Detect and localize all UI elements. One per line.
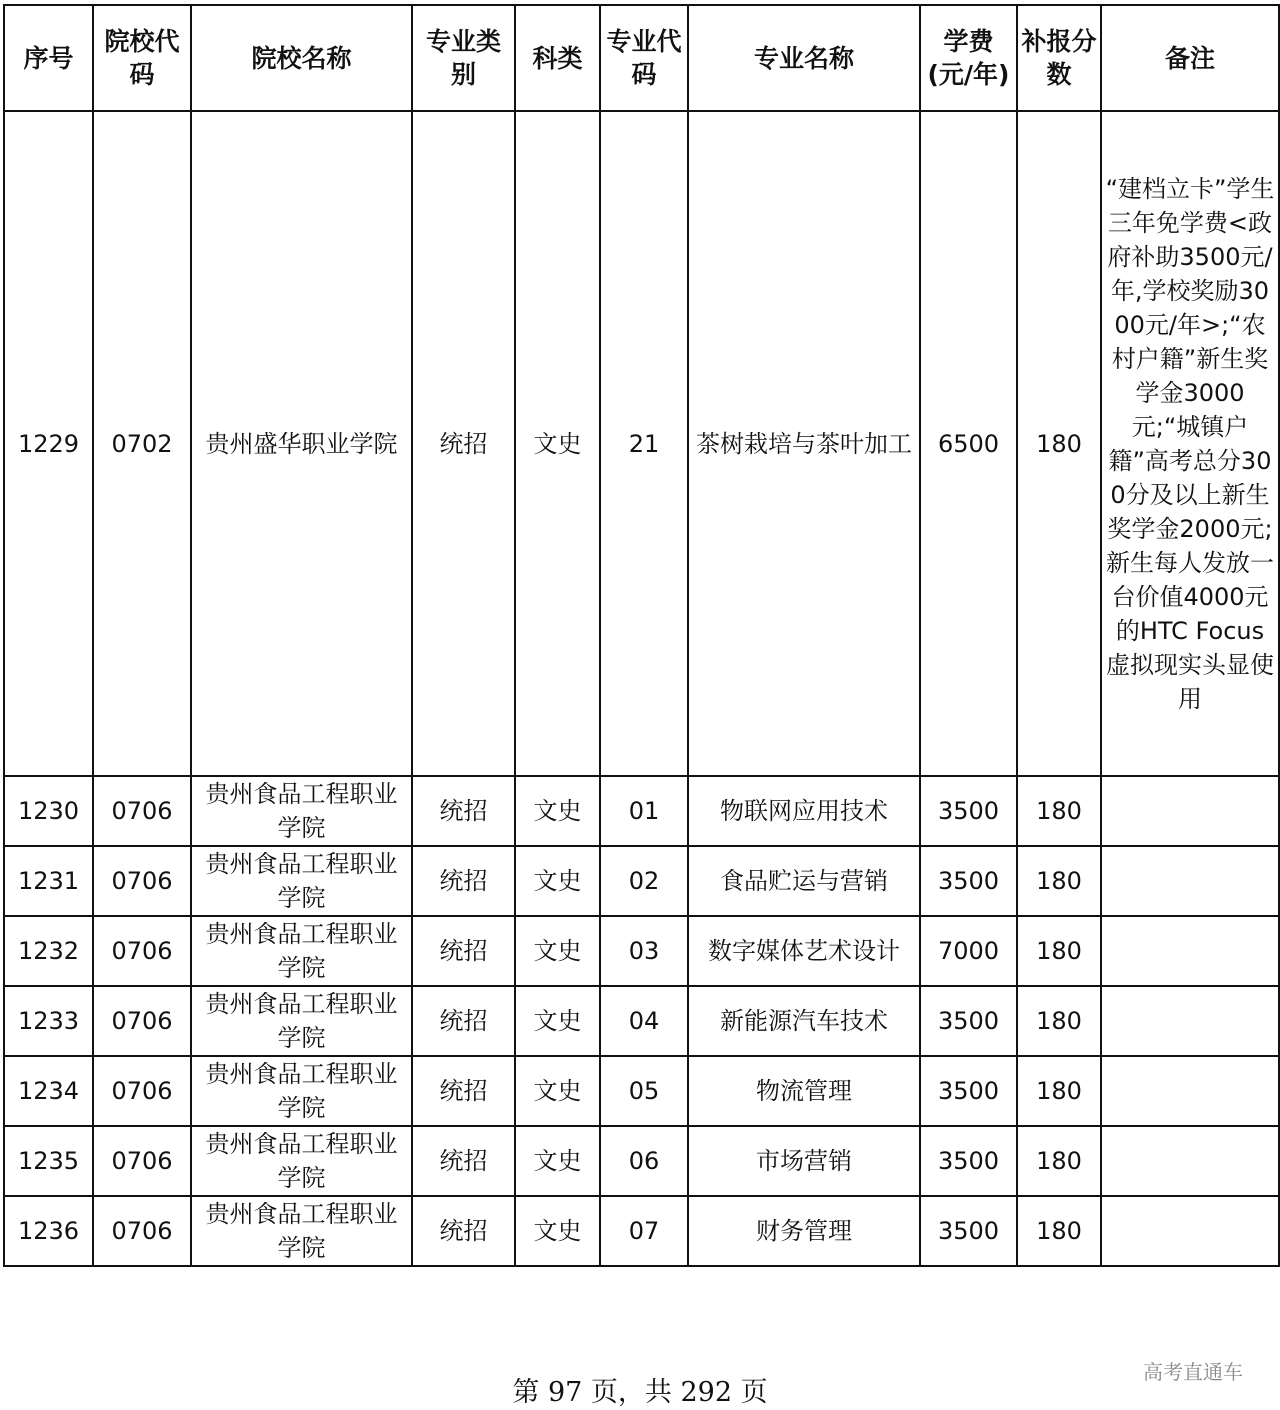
- admission-table: [3, 4, 1280, 1267]
- cell-seq: 1232: [4, 916, 93, 986]
- cell-major-name: 财务管理: [688, 1196, 920, 1266]
- cell-score: 180: [1017, 1196, 1101, 1266]
- cell-major-code: 04: [600, 986, 688, 1056]
- cell-note: [1101, 776, 1279, 846]
- header-cell: 学费(元/年): [920, 5, 1017, 111]
- cell-school-name: 贵州食品工程职业学院: [191, 1126, 412, 1196]
- cell-seq: 1234: [4, 1056, 93, 1126]
- page-number-footer: 第 97 页，共 292 页: [512, 1377, 768, 1408]
- cell-school-name: 贵州食品工程职业学院: [191, 1056, 412, 1126]
- cell-tuition: 3500: [920, 846, 1017, 916]
- cell-note: [1101, 1126, 1279, 1196]
- cell-note: [1101, 846, 1279, 916]
- cell-category: 统招: [412, 846, 515, 916]
- cell-school-name: 贵州食品工程职业学院: [191, 916, 412, 986]
- cell-note: [1101, 1056, 1279, 1126]
- cell-subject: 文史: [515, 111, 600, 776]
- table-row: [4, 1126, 1279, 1196]
- cell-seq: 1229: [4, 111, 93, 776]
- cell-major-code: 02: [600, 846, 688, 916]
- cell-major-code: 21: [600, 111, 688, 776]
- table-row: [4, 1196, 1279, 1266]
- table-row: [4, 916, 1279, 986]
- cell-note: [1101, 1196, 1279, 1266]
- header-cell: 科类: [515, 5, 600, 111]
- cell-subject: 文史: [515, 1126, 600, 1196]
- cell-major-code: 06: [600, 1126, 688, 1196]
- cell-school-name: 贵州盛华职业学院: [191, 111, 412, 776]
- cell-category: 统招: [412, 776, 515, 846]
- table-row: [4, 776, 1279, 846]
- cell-major-name: 市场营销: [688, 1126, 920, 1196]
- cell-note: “建档立卡”学生三年免学费<政府补助3500元/年,学校奖励3000元/年>;“农村户籍”新生奖学金3000元;“城镇户籍”高考总分300分及以上新生奖学金2000元;新生每人发放一台价值4000元的HTC Focus虚拟现实头显使用: [1101, 111, 1279, 776]
- cell-category: 统招: [412, 1126, 515, 1196]
- header-cell: 专业类别: [412, 5, 515, 111]
- cell-major-code: 05: [600, 1056, 688, 1126]
- cell-tuition: 3500: [920, 1056, 1017, 1126]
- watermark-text: 高考直通车: [1143, 1360, 1243, 1384]
- cell-major-name: 食品贮运与营销: [688, 846, 920, 916]
- cell-score: 180: [1017, 1056, 1101, 1126]
- cell-tuition: 6500: [920, 111, 1017, 776]
- cell-seq: 1236: [4, 1196, 93, 1266]
- cell-category: 统招: [412, 111, 515, 776]
- header-cell: 序号: [4, 5, 93, 111]
- cell-subject: 文史: [515, 916, 600, 986]
- cell-subject: 文史: [515, 986, 600, 1056]
- cell-category: 统招: [412, 1056, 515, 1126]
- header-cell: 专业代码: [600, 5, 688, 111]
- cell-tuition: 3500: [920, 776, 1017, 846]
- cell-major-name: 茶树栽培与茶叶加工: [688, 111, 920, 776]
- cell-seq: 1230: [4, 776, 93, 846]
- cell-score: 180: [1017, 986, 1101, 1056]
- cell-major-name: 新能源汽车技术: [688, 986, 920, 1056]
- cell-school-code: 0706: [93, 916, 191, 986]
- cell-category: 统招: [412, 1196, 515, 1266]
- cell-school-code: 0706: [93, 1056, 191, 1126]
- cell-subject: 文史: [515, 846, 600, 916]
- cell-score: 180: [1017, 776, 1101, 846]
- cell-school-name: 贵州食品工程职业学院: [191, 986, 412, 1056]
- cell-score: 180: [1017, 846, 1101, 916]
- cell-school-code: 0706: [93, 986, 191, 1056]
- cell-note: [1101, 916, 1279, 986]
- table-row: [4, 1056, 1279, 1126]
- cell-seq: 1233: [4, 986, 93, 1056]
- header-cell: 院校名称: [191, 5, 412, 111]
- cell-school-code: 0706: [93, 846, 191, 916]
- cell-score: 180: [1017, 916, 1101, 986]
- cell-subject: 文史: [515, 1196, 600, 1266]
- cell-school-code: 0706: [93, 776, 191, 846]
- cell-score: 180: [1017, 111, 1101, 776]
- cell-major-name: 数字媒体艺术设计: [688, 916, 920, 986]
- cell-school-code: 0706: [93, 1196, 191, 1266]
- table-row: [4, 111, 1279, 776]
- cell-tuition: 3500: [920, 1126, 1017, 1196]
- cell-tuition: 3500: [920, 1196, 1017, 1266]
- cell-category: 统招: [412, 986, 515, 1056]
- header-cell: 专业名称: [688, 5, 920, 111]
- cell-seq: 1231: [4, 846, 93, 916]
- cell-major-code: 03: [600, 916, 688, 986]
- cell-category: 统招: [412, 916, 515, 986]
- cell-school-code: 0702: [93, 111, 191, 776]
- cell-tuition: 3500: [920, 986, 1017, 1056]
- header-cell: 院校代码: [93, 5, 191, 111]
- cell-major-name: 物流管理: [688, 1056, 920, 1126]
- table-row: [4, 986, 1279, 1056]
- cell-major-code: 07: [600, 1196, 688, 1266]
- cell-score: 180: [1017, 1126, 1101, 1196]
- cell-subject: 文史: [515, 1056, 600, 1126]
- table-header-row: [4, 5, 1279, 111]
- cell-subject: 文史: [515, 776, 600, 846]
- cell-school-name: 贵州食品工程职业学院: [191, 1196, 412, 1266]
- cell-school-name: 贵州食品工程职业学院: [191, 776, 412, 846]
- header-cell: 补报分数: [1017, 5, 1101, 111]
- cell-school-code: 0706: [93, 1126, 191, 1196]
- cell-major-code: 01: [600, 776, 688, 846]
- cell-note: [1101, 986, 1279, 1056]
- cell-school-name: 贵州食品工程职业学院: [191, 846, 412, 916]
- cell-seq: 1235: [4, 1126, 93, 1196]
- header-cell: 备注: [1101, 5, 1279, 111]
- cell-tuition: 7000: [920, 916, 1017, 986]
- cell-major-name: 物联网应用技术: [688, 776, 920, 846]
- table-row: [4, 846, 1279, 916]
